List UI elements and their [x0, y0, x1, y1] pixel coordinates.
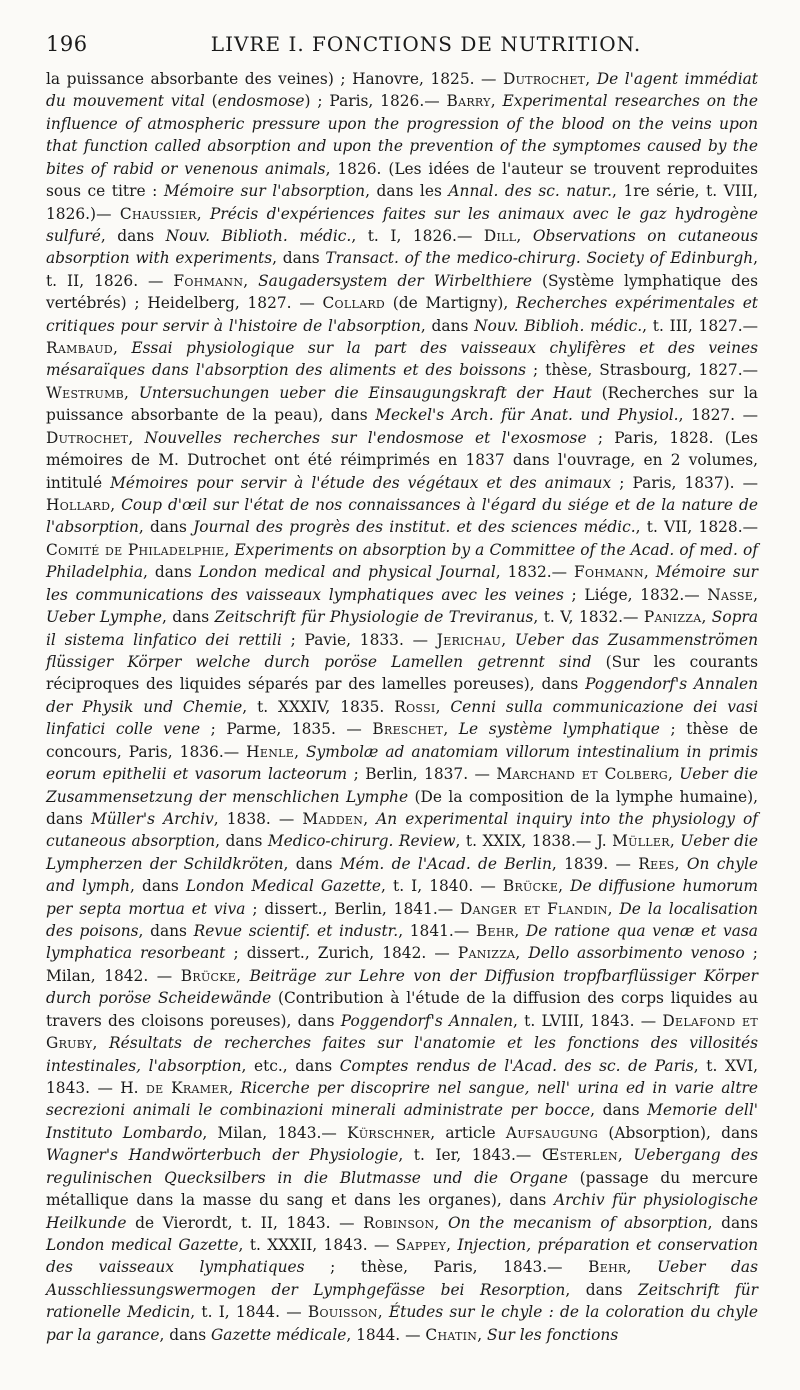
- italic-title: Ueber die Zusammensetzung der menschlichen Lymphe: [46, 765, 759, 806]
- text-run: ,: [514, 922, 526, 941]
- text-run: , 1827. —: [678, 406, 758, 425]
- italic-title: Journal des progrès des institut. et des sciences médic.: [193, 518, 636, 537]
- text-run: , t. I, 1826.—: [351, 226, 484, 245]
- text-run: ; Liége, 1832.—: [563, 585, 708, 604]
- italic-title: Mémoire sur les communications des vaisseaux lymphatiques avec les veines: [46, 563, 758, 604]
- author-name: Breschet: [372, 720, 444, 739]
- author-name: Panizza: [643, 608, 702, 627]
- text-run: (Recherches sur la puissance absorbante de la peau), dans: [46, 383, 758, 425]
- text-run: ,: [128, 428, 145, 447]
- italic-title: De la localisation des poisons: [46, 899, 758, 941]
- text-run: ,: [643, 563, 656, 582]
- text-run: ; Parme, 1835. —: [200, 720, 373, 739]
- text-run: ,: [701, 608, 712, 627]
- italic-title: Beiträge zur Lehre von der Diffusion tropfbarflüssiger Körper durch poröse Scheidewände: [46, 966, 758, 1008]
- text-run: , article: [430, 1123, 506, 1142]
- author-name: Dill: [483, 226, 517, 245]
- text-run: , t. III, 1827.—: [642, 316, 759, 335]
- italic-title: Le système lymphatique: [458, 720, 660, 739]
- author-name: Behr: [475, 922, 515, 941]
- text-run: , 1826. (Les idées de l'auteur se trouvent reproduites sous ce titre :: [46, 159, 758, 201]
- text-run: , 1841.—: [398, 922, 476, 941]
- italic-title: Mémoires pour servir à l'étude des végétaux et des animaux: [110, 473, 612, 492]
- text-run: ,: [113, 339, 132, 358]
- italic-title: Medico-chirurg. Review: [267, 832, 456, 851]
- text-run: ; thèse de concours, Paris, 1836.—: [46, 720, 758, 761]
- italic-title: Wagner's Handwörterbuch der Physiologie: [46, 1146, 399, 1165]
- italic-title: Ueber Lymphe: [46, 608, 162, 627]
- author-name: Panizza: [457, 944, 516, 963]
- italic-title: Coup d'œil sur l'état de nos connaissances à l'égard du siége et de la nature de l'absorption: [46, 496, 758, 537]
- author-name: Danger et Flandin: [460, 899, 608, 918]
- text-run: , dans: [707, 1213, 758, 1232]
- author-name: Rambaud: [46, 339, 114, 358]
- text-run: , dans: [161, 608, 215, 627]
- text-run: , dans: [159, 1325, 211, 1344]
- italic-title: Poggendorf's Annalen: [340, 1011, 514, 1030]
- italic-title: Revue scientif. et industr.: [193, 922, 399, 941]
- text-run: , 1re série, t. VIII, 1826.)—: [46, 182, 758, 223]
- author-name: Fohmann: [173, 271, 244, 290]
- text-run: ,: [196, 204, 211, 223]
- italic-title: Experiments on absorption by a Committee of the Acad. of med. of Philadelphia: [46, 540, 758, 582]
- text-run: , Milan, 1843.—: [202, 1123, 348, 1142]
- text-run: ,: [674, 854, 687, 873]
- italic-title: Poggendorf's Annalen der Physik und Chemie: [46, 675, 758, 716]
- text-run: (Absorption), dans: [598, 1123, 758, 1142]
- text-run: , dans: [138, 922, 194, 941]
- text-run: , t. XXXII, 1843. —: [238, 1235, 396, 1254]
- text-run: (Contribution à l'étude de la diffusion des corps liquides au travers des cloisons poreuses), dans: [46, 989, 758, 1030]
- text-run: ,: [435, 697, 451, 716]
- author-name: Comité de Philadelphie: [46, 540, 225, 559]
- text-run: ,: [490, 92, 503, 111]
- italic-title: Experimental researches on the influence of atmospheric pressure upon the progression of the blood on the veins upon that function called absorption and upon the prevention of the symptomes caused by the bites of rabid or venenous animals: [46, 92, 758, 178]
- text-run: ; Paris, 1837). —: [611, 473, 758, 492]
- italic-title: London medical and physical Journal: [198, 563, 496, 582]
- text-run: , t. LVIII, 1843. —: [513, 1011, 663, 1030]
- author-name: Madden: [302, 809, 364, 828]
- text-run: ,: [124, 383, 139, 402]
- author-name: Brücke: [180, 966, 237, 985]
- italic-title: Saugadersystem der Wirbelthiere: [258, 271, 533, 290]
- text-run: ,: [669, 832, 681, 851]
- italic-title: Untersuchungen ueber die Einsaugungskraft der Haut: [138, 383, 592, 402]
- text-run: ,: [516, 226, 533, 245]
- text-run: ; thèse, Strasbourg, 1827.—: [526, 361, 758, 380]
- italic-title: Symbolæ ad anatomiam villorum intestinalium in primis eorum epithelii et vasorum lacteorum: [46, 742, 759, 784]
- italic-title: London medical Gazette: [46, 1235, 239, 1254]
- text-run: , t. VII, 1828.—: [635, 518, 758, 537]
- text-run: , 1844. —: [346, 1325, 426, 1344]
- text-run: , etc., dans: [241, 1056, 340, 1075]
- author-name: Brücke: [502, 877, 559, 896]
- author-name: Chatin: [425, 1325, 478, 1344]
- text-run: ,: [477, 1325, 488, 1344]
- italic-title: Injection, préparation et conservation des vaisseaux lymphatiques: [46, 1235, 759, 1277]
- text-run: , dans: [143, 563, 199, 582]
- author-name: Sappey: [395, 1235, 447, 1254]
- italic-title: Archiv für physiologische Heilkunde: [46, 1191, 758, 1232]
- italic-title: London Medical Gazette: [185, 877, 382, 896]
- text-run: , 1839. —: [551, 854, 639, 873]
- author-name: Kürschner: [347, 1123, 431, 1142]
- italic-title: An experimental inquiry into the physiology of cutaneous absorption: [46, 809, 758, 851]
- author-name: Barry: [446, 92, 491, 111]
- author-name: Rossi: [394, 697, 436, 716]
- author-name: Bouisson: [307, 1303, 378, 1322]
- author-name: Nasse: [707, 585, 754, 604]
- text-run: , 1838. —: [213, 809, 303, 828]
- author-name: Dutrochet: [46, 428, 129, 447]
- bibliography-paragraph: [46, 68, 758, 1346]
- text-run: (passage du mercure métallique dans la masse du sang et dans les organes), dans: [46, 1168, 758, 1210]
- text-run: ; Pavie, 1833. —: [281, 630, 437, 649]
- text-run: ; Milan, 1842. —: [46, 944, 758, 985]
- text-run: , 1832.—: [495, 563, 575, 582]
- italic-title: De l'agent immédiat du mouvement vital: [46, 70, 758, 111]
- text-run: ,: [363, 809, 377, 828]
- italic-title: Zeitschrift für Physiologie de Treviranus: [214, 608, 534, 627]
- author-name: Delafond et Gruby: [46, 1011, 758, 1053]
- text-run: ,: [617, 1146, 634, 1165]
- text-run: , t. II, 1826. —: [46, 249, 759, 290]
- text-run: ,: [236, 966, 250, 985]
- italic-title: Sopra il sistema linfatico dei rettili: [46, 608, 758, 649]
- text-run: , t. XVI, 1843. — H.: [46, 1056, 758, 1097]
- italic-title: Ueber das Ausschliessungswermogen der Lymphgefässe bei Resorption: [46, 1258, 758, 1299]
- italic-title: Memorie dell' Instituto Lombardo: [46, 1101, 758, 1142]
- text-run: , t. XXXIV, 1835.: [242, 697, 395, 716]
- text-run: ,: [753, 585, 759, 604]
- text-run: (de Martigny),: [385, 294, 517, 313]
- text-run: la puissance absorbante des veines) ; Hanovre, 1825. —: [46, 70, 503, 88]
- author-name: Collard: [322, 294, 386, 313]
- author-name: Müller: [612, 832, 670, 851]
- italic-title: Observations on cutaneous absorption with experiments: [46, 226, 758, 268]
- text-run: ,: [558, 877, 571, 896]
- text-run: , dans: [420, 316, 475, 335]
- author-name: de Kramer: [145, 1078, 229, 1097]
- text-run: , dans: [130, 877, 186, 896]
- italic-title: Nouv. Biblioth. médic.: [165, 226, 352, 245]
- author-name: Marchand et Colberg: [496, 765, 668, 784]
- text-run: ,: [294, 742, 306, 761]
- text-run: , dans: [215, 832, 268, 851]
- italic-title: Recherches expérimentales et critiques pour servir à l'histoire de l'absorption: [46, 294, 758, 335]
- text-run: ; thèse, Paris, 1843.—: [304, 1258, 589, 1277]
- italic-title: Annal. des sc. natur.: [448, 182, 613, 201]
- author-name: Jerichau: [436, 630, 502, 649]
- text-run: (: [204, 92, 218, 111]
- italic-title: Meckel's Arch. für Anat. und Physiol.: [375, 406, 679, 425]
- italic-title: Résultats de recherches faites sur l'anatomie et les fonctions des villosités intestinales, l'absorption: [46, 1034, 758, 1075]
- text-run: ,: [626, 1258, 658, 1277]
- text-run: ,: [377, 1303, 389, 1322]
- text-run: ,: [224, 540, 235, 559]
- text-run: , t. I, 1840. —: [381, 877, 503, 896]
- italic-title: Ueber die Lympherzen der Schildkröten: [46, 832, 758, 873]
- italic-title: Ueber das Zusammenströmen flüssiger Körper welche durch poröse Lamellen getrennt sind: [46, 630, 758, 671]
- italic-title: Dello assorbimento venoso: [528, 944, 745, 963]
- text-run: (Sur les courants réciproques des liquides séparés par des lamelles poreuses), dans: [46, 652, 758, 694]
- italic-title: On chyle and lymph: [46, 854, 758, 896]
- italic-title: Transact. of the medico-chirurg. Society of Edinburgh: [325, 249, 754, 268]
- text-run: (Système lymphatique des vertébrés) ; Heidelberg, 1827. —: [46, 271, 759, 313]
- text-run: ,: [585, 70, 597, 88]
- italic-title: endosmose: [217, 92, 305, 111]
- italic-title: Études sur le chyle : de la coloration du chyle par la garance: [46, 1303, 758, 1344]
- text-run: ; dissert., Zurich, 1842. —: [225, 944, 458, 963]
- text-run: , t. Ier, 1843.—: [398, 1146, 542, 1165]
- italic-title: Ricerche per discoprire nel sangue, nell' urina ed in varie altre secrezioni animali le combinazioni minerali administrate per bocce: [46, 1078, 758, 1120]
- italic-title: On the mecanism of absorption: [447, 1213, 708, 1232]
- text-run: , dans: [283, 854, 340, 873]
- page-header: [46, 32, 756, 60]
- text-run: , dans: [565, 1280, 639, 1299]
- italic-title: Zeitschrift für rationelle Medicin: [46, 1280, 759, 1322]
- author-name: Henle: [246, 742, 295, 761]
- text-run: (De la composition de la lymphe humaine), dans: [46, 787, 758, 828]
- author-name: Aufsaugung: [505, 1123, 599, 1142]
- text-run: , dans: [590, 1101, 648, 1120]
- text-run: ,: [446, 1235, 458, 1254]
- text-run: ,: [228, 1078, 241, 1097]
- italic-title: Nouvelles recherches sur l'endosmose et l'exosmose: [144, 428, 587, 447]
- author-name: Dutrochet: [502, 70, 586, 88]
- italic-title: Nouv. Biblioh. médic.: [474, 316, 643, 335]
- italic-title: Müller's Archiv: [90, 809, 214, 828]
- italic-title: Uebergang des regulinischen Quecksilbers in die Blutmasse und die Organe: [46, 1146, 758, 1187]
- text-run: , t. I, 1844. —: [190, 1303, 308, 1322]
- text-run: ; Berlin, 1837. —: [347, 765, 497, 784]
- italic-title: De ratione qua venæ et vasa lymphatica resorbeant: [46, 922, 758, 963]
- text-run: , dans: [272, 249, 326, 268]
- italic-title: Mémoire sur l'absorption: [163, 182, 366, 201]
- page-number: 196: [46, 32, 88, 56]
- text-run: ,: [243, 271, 259, 290]
- author-name: Hollard: [46, 496, 111, 515]
- text-run: , dans les: [365, 182, 449, 201]
- author-name: Fohmann: [574, 563, 644, 582]
- text-run: ,: [110, 496, 122, 515]
- italic-title: Comptes rendus de l'Acad. des sc. de Paris: [339, 1056, 694, 1075]
- text-run: , dans: [138, 518, 194, 537]
- text-run: ,: [434, 1213, 448, 1232]
- author-name: Westrumb: [46, 383, 125, 402]
- text-run: ,: [443, 720, 459, 739]
- text-run: ,: [607, 899, 620, 918]
- italic-title: Cenni sulla communicazione dei vasi linfatici colle vene: [46, 697, 758, 739]
- italic-title: De diffusione humorum per septa mortua et viva: [46, 877, 758, 918]
- italic-title: Mém. de l'Acad. de Berlin: [339, 854, 552, 873]
- italic-title: Sur les fonctions: [487, 1325, 619, 1344]
- author-name: Robinson: [363, 1213, 435, 1232]
- author-name: Rees: [638, 854, 675, 873]
- text-run: ,: [667, 765, 680, 784]
- text-run: ; dissert., Berlin, 1841.—: [245, 899, 460, 918]
- text-run: de Vierordt, t. II, 1843. —: [126, 1213, 364, 1232]
- text-run: , t. V, 1832.—: [533, 608, 644, 627]
- text-run: ) ; Paris, 1826.—: [304, 92, 447, 111]
- italic-title: Précis d'expériences faites sur les animaux avec le gaz hydrogène sulfuré: [46, 204, 758, 245]
- author-name: Chaussier: [119, 204, 197, 223]
- text-run: ,: [515, 944, 529, 963]
- author-name: Œsterlen: [541, 1146, 618, 1165]
- italic-title: Essai physiologique sur la part des vaisseaux chylifères et des veines mésaraïques dans l'absorption des aliments et des boissons: [46, 339, 758, 380]
- text-run: ,: [92, 1034, 109, 1053]
- text-run: , dans: [100, 226, 166, 245]
- text-run: ,: [501, 630, 515, 649]
- text-run: ; Paris, 1828. (Les mémoires de M. Dutrochet ont été réimprimés en 1837 dans l'ouvrage, en 2 volumes, intitulé: [46, 428, 758, 492]
- text-run: , t. XXIX, 1838.— J.: [455, 832, 613, 851]
- running-head: LIVRE I. FONCTIONS DE NUTRITION.: [210, 32, 642, 56]
- author-name: Behr: [588, 1258, 627, 1277]
- italic-title: Gazette médicale: [210, 1325, 347, 1344]
